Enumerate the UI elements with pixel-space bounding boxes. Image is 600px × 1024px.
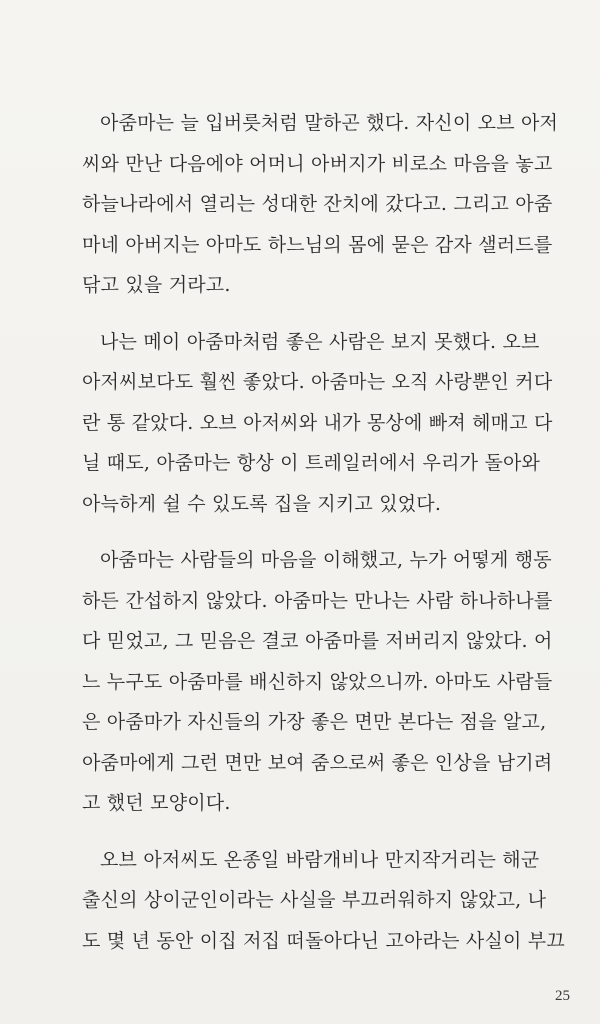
text-line: 다 믿었고, 그 믿음은 결코 아줌마를 저버리지 않았다. 어 bbox=[82, 630, 553, 652]
text-line: 마네 아버지는 아마도 하느님의 몸에 묻은 감자 샐러드를 bbox=[82, 233, 553, 256]
text-line: 아줌마에게 그런 면만 보여 줌으로써 좋은 인상을 남기려 bbox=[82, 751, 553, 774]
text-line: 아저씨보다도 훨씬 좋았다. 아줌마는 오직 사랑뿐인 커다 bbox=[82, 371, 553, 393]
text-line: 느 누구도 아줌마를 배신하지 않았으니까. 아마도 사람들 bbox=[82, 670, 553, 693]
text-line: 오브 아저씨도 온종일 바람개비나 만지작거리는 해군 bbox=[100, 848, 540, 871]
text-line: 아줌마는 사람들의 마음을 이해했고, 누가 어떻게 행동 bbox=[100, 549, 552, 571]
body-text bbox=[82, 103, 582, 977]
text-line: 하든 간섭하지 않았다. 아줌마는 만나는 사람 하나하나를 bbox=[82, 589, 553, 612]
page-number: 25 bbox=[555, 988, 570, 1004]
text-line: 아늑하게 쉴 수 있도록 집을 지키고 있었다. bbox=[82, 492, 442, 515]
text-line: 도 몇 년 동안 이집 저집 떠돌아다닌 고아라는 사실이 부끄 bbox=[82, 929, 565, 952]
text-line: 씨와 만난 다음에야 어머니 아버지가 비로소 마음을 놓고 bbox=[82, 152, 553, 175]
text-line: 나는 메이 아줌마처럼 좋은 사람은 보지 못했다. 오브 bbox=[100, 330, 540, 353]
text-line: 닦고 있을 거라고. bbox=[82, 274, 231, 296]
text-line: 하늘나라에서 열리는 성대한 잔치에 갔다고. 그리고 아줌 bbox=[82, 193, 553, 215]
text-line: 아줌마는 늘 입버릇처럼 말하곤 했다. 자신이 오브 아저 bbox=[100, 112, 559, 134]
text-line: 출신의 상이군인이라는 사실을 부끄러워하지 않았고, 나 bbox=[82, 889, 547, 911]
text-line: 란 통 같았다. 오브 아저씨와 내가 몽상에 빠져 헤매고 다 bbox=[82, 411, 553, 434]
text-line: 닐 때도, 아줌마는 항상 이 트레일러에서 우리가 돌아와 bbox=[82, 452, 541, 474]
text-line: 은 아줌마가 자신들의 가장 좋은 면만 본다는 점을 알고, bbox=[82, 711, 547, 733]
text-line: 고 했던 모양이다. bbox=[82, 792, 231, 814]
